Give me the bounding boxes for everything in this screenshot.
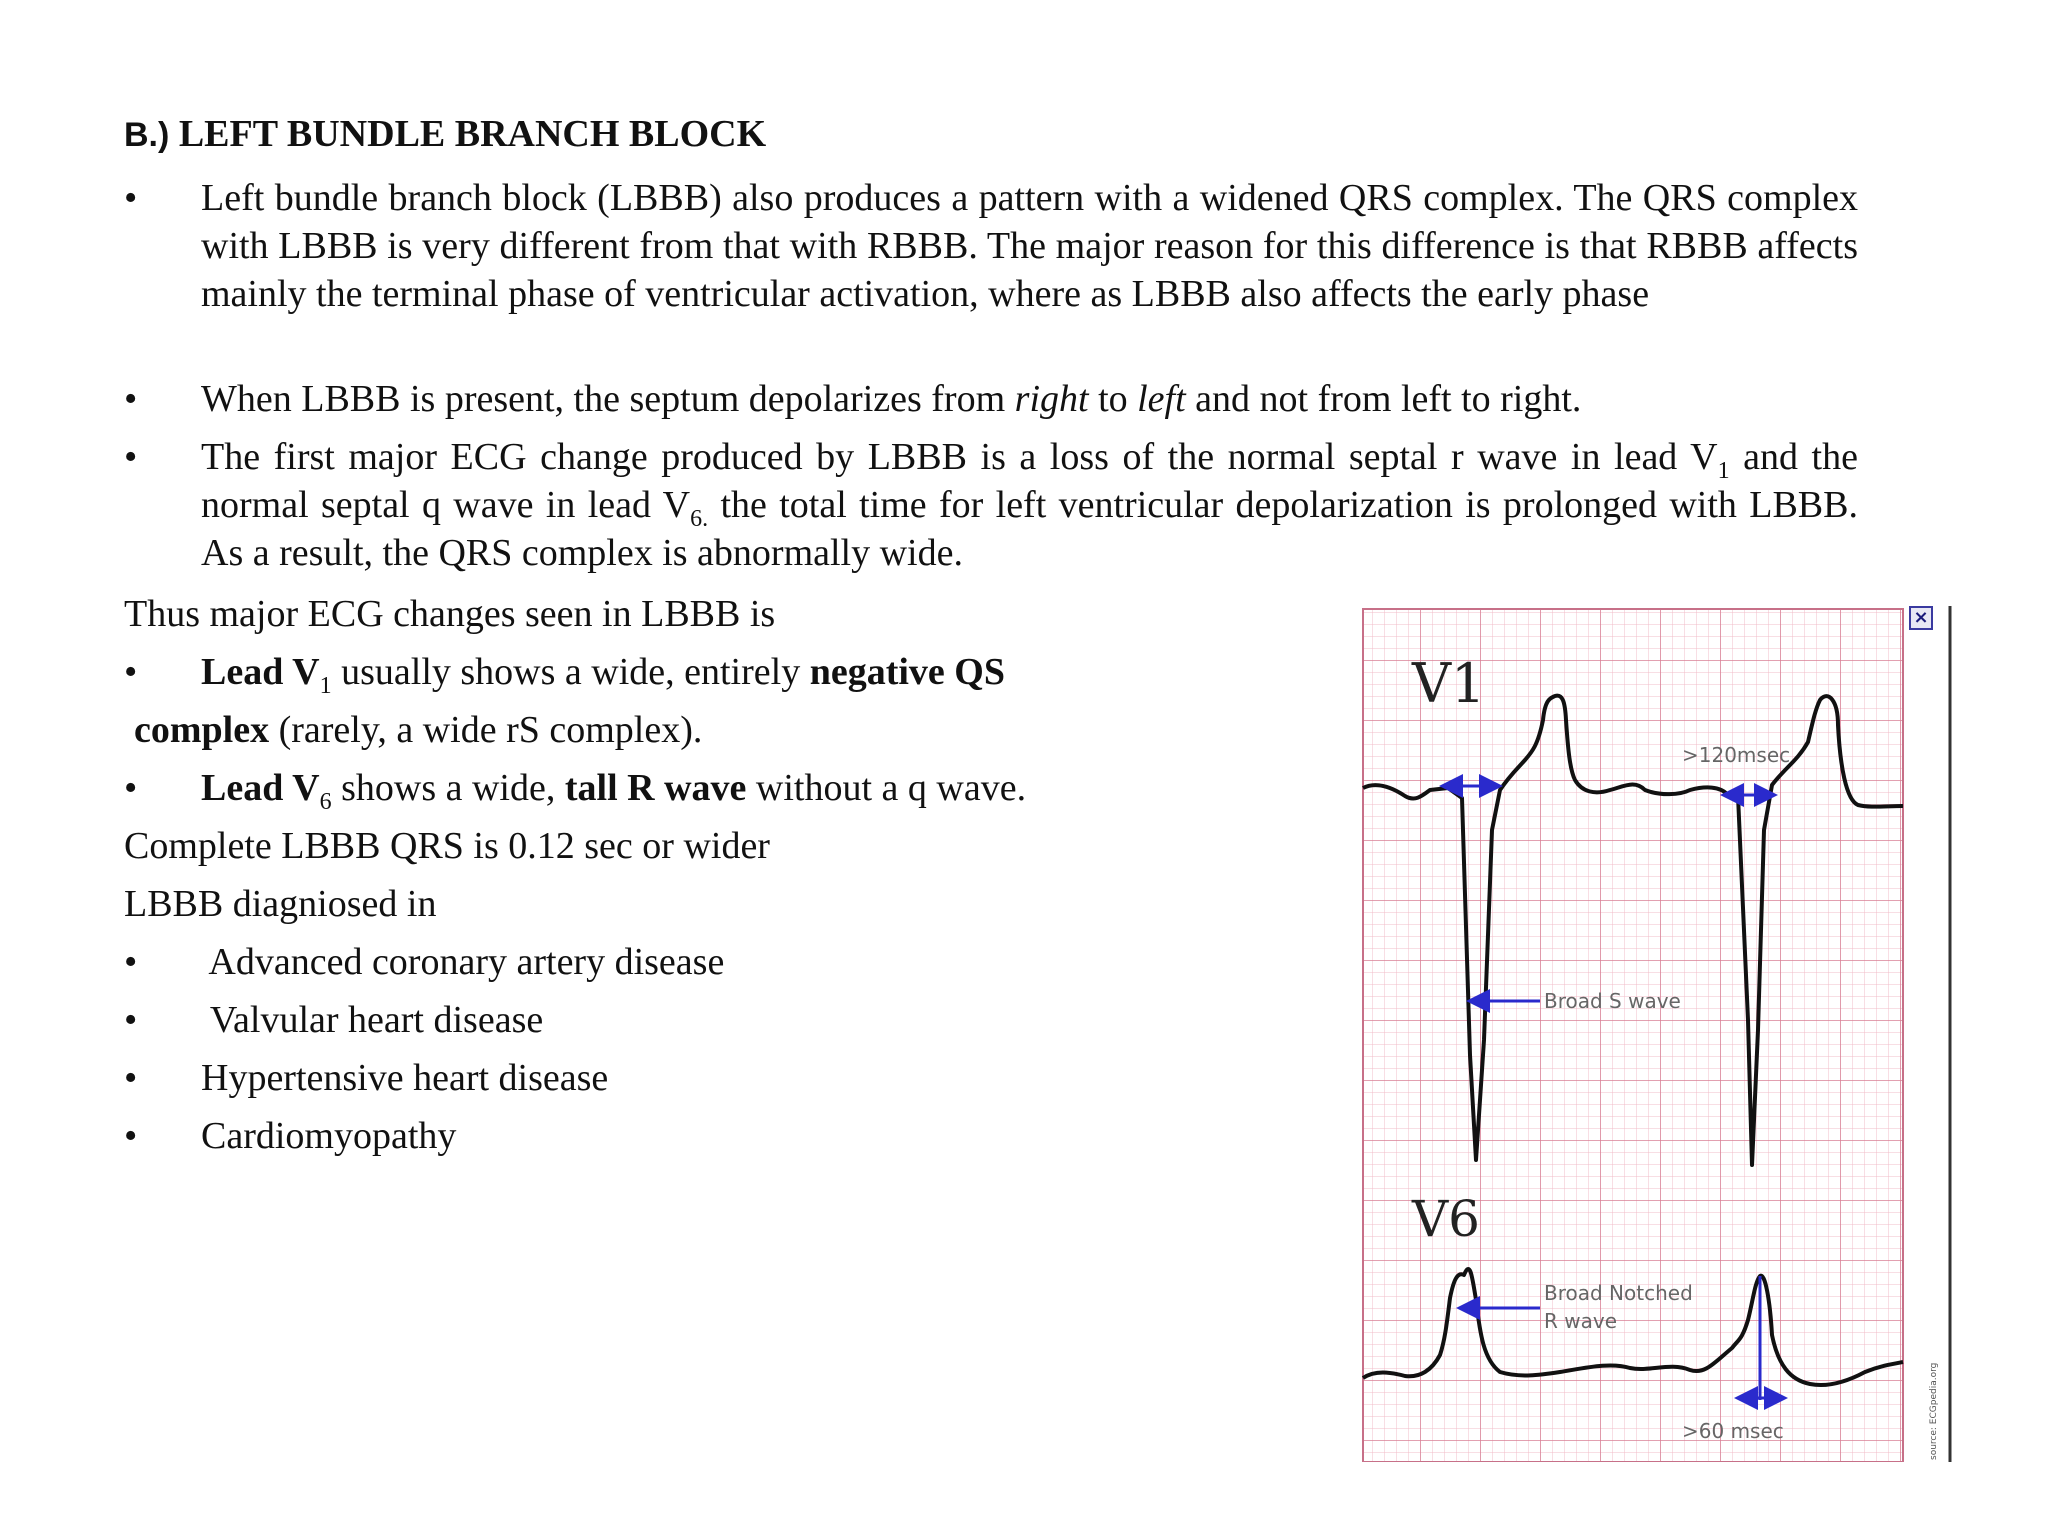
bullet-symbol: • bbox=[124, 177, 138, 219]
septum-text-2: to bbox=[1088, 378, 1138, 420]
change-text-3: the total time for left ventricular depolarization is prolonged with LBBB. As a result, the QRS complex is abnormally wide. bbox=[201, 484, 1858, 574]
complete-lbbb: Complete LBBB QRS is 0.12 sec or wider bbox=[124, 825, 770, 867]
lead-v1-line-2 bbox=[134, 706, 702, 754]
lead-v6-label-ecg: V6 bbox=[1412, 1190, 1480, 1248]
change-text-1: The first major ECG change produced by LBBB is a loss of the normal septal r wave in lead V bbox=[201, 436, 1718, 478]
source-credit: source: ECGpedia.org bbox=[1929, 1362, 1939, 1460]
condition-item: Hypertensive heart disease bbox=[201, 1057, 609, 1099]
complex-word: complex bbox=[134, 709, 270, 751]
lbbb-diagnosed: LBBB diagniosed in bbox=[124, 883, 437, 925]
bullet-symbol: • bbox=[124, 651, 138, 693]
lead-v1-label-ecg: V1 bbox=[1412, 652, 1486, 715]
ecg-lbbb-figure bbox=[1360, 600, 1960, 1462]
lead-v6-label: Lead V bbox=[201, 767, 320, 809]
tall-r-wave: tall R wave bbox=[564, 767, 747, 809]
label-120msec: >120msec bbox=[1682, 743, 1791, 767]
bullet-first-change bbox=[201, 433, 1858, 577]
septum-text-3: and not from left to right. bbox=[1185, 378, 1582, 420]
lead-v1-sub: 1 bbox=[319, 673, 332, 699]
condition-item: Advanced coronary artery disease bbox=[201, 941, 725, 983]
lead-v6-text: shows a wide, bbox=[331, 767, 565, 809]
septum-text-1: When LBBB is present, the septum depolarizes from bbox=[201, 378, 1015, 420]
label-r-wave: R wave bbox=[1544, 1309, 1618, 1333]
sub-v6: 6. bbox=[690, 506, 709, 532]
lead-v1-line bbox=[201, 648, 1005, 699]
bullet-symbol: • bbox=[124, 767, 138, 809]
lead-v1-text: usually shows a wide, entirely bbox=[331, 651, 810, 693]
negative-qs: negative QS bbox=[809, 651, 1005, 693]
bullet-symbol: • bbox=[124, 1057, 138, 1099]
close-icon[interactable]: × bbox=[1909, 606, 1933, 630]
bullet-symbol: • bbox=[124, 1115, 138, 1157]
summary-intro: Thus major ECG changes seen in LBBB is bbox=[124, 593, 776, 635]
label-60msec: >60 msec bbox=[1682, 1419, 1784, 1443]
bullet-lbbb-intro: Left bundle branch block (LBBB) also produces a pattern with a widened QRS complex. The QRS complex with LBBB is very different from that with RBBB. The major reason for this difference is that RBBB affects mainly the terminal phase of ventricular activation, where as LBBB also affects the early phase bbox=[201, 177, 1858, 315]
bullet-symbol: • bbox=[124, 378, 138, 420]
bullet-symbol: • bbox=[124, 999, 138, 1041]
bullet-symbol: • bbox=[124, 436, 138, 478]
lead-v1-text-2: (rarely, a wide rS complex). bbox=[269, 709, 703, 751]
lead-v6-sub: 6 bbox=[319, 789, 332, 815]
sub-v1: 1 bbox=[1717, 458, 1730, 484]
bullet-septum bbox=[201, 375, 1858, 423]
heading-prefix: B.) bbox=[124, 116, 170, 154]
lead-v1-label: Lead V bbox=[201, 651, 320, 693]
septum-right: right bbox=[1014, 378, 1089, 420]
condition-item: Cardiomyopathy bbox=[201, 1115, 457, 1157]
change-text-2: and the normal septal q wave in lead V bbox=[201, 436, 1858, 526]
lead-v6-line bbox=[201, 764, 1027, 815]
label-broad-notched: Broad Notched bbox=[1544, 1281, 1693, 1305]
bullet-symbol: • bbox=[124, 941, 138, 983]
section-heading bbox=[124, 112, 766, 156]
label-broad-s: Broad S wave bbox=[1544, 989, 1681, 1013]
septum-left: left bbox=[1137, 378, 1186, 420]
heading-title: LEFT BUNDLE BRANCH BLOCK bbox=[178, 113, 767, 155]
lead-v6-text-2: without a q wave. bbox=[746, 767, 1027, 809]
condition-item: Valvular heart disease bbox=[201, 999, 544, 1041]
